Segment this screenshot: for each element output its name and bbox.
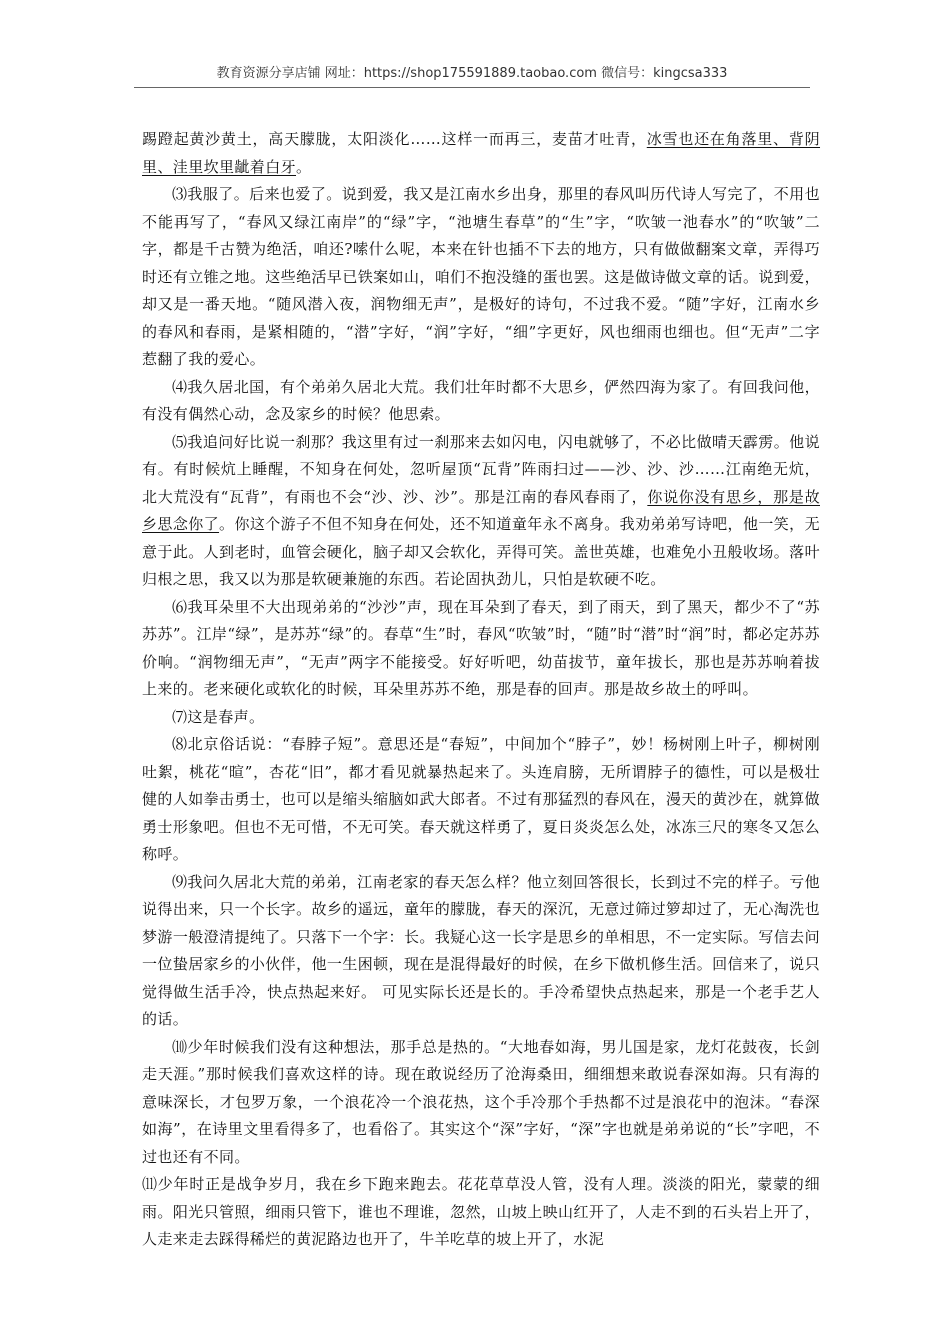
paragraph — [142, 731, 820, 869]
paragraph-text: ⑺这是春声。 — [172, 707, 265, 726]
paragraph — [142, 126, 820, 181]
page-header: 教育资源分享店铺 网址：https://shop175591889.taobao.com 微信号：kingcsa333 — [134, 62, 810, 88]
paragraph-text: ⑼我问久居北大荒的弟弟，江南老家的春天怎么样？他立刻回答很长，长到过不完的样子。亏他说得出来，只一个长字。故乡的遥远，童年的朦胧，春天的深沉，无意过筛过箩却过了，无心淘洗也梦游一般澄清提纯了。只落下一个字：长。我疑心这一长字是思乡的单相思，不一定实际。写信去问一位蛰居家乡的小伙伴，他一生困顿，现在是混得最好的时候，在乡下做机修生活。回信来了，说只觉得做生活手冷，快点热起来好。 可见实际长还是长的。手冷希望快点热起来，那是一个老手艺人的话。 — [142, 872, 820, 1028]
paragraph-text: ⑻北京俗话说：“春脖子短”。意思还是“春短”，中间加个“脖子”，妙！杨树刚上叶子，柳树刚吐絮，桃花“暄”，杏花“旧”，都才看见就暴热起来了。头连肩膀，无所谓脖子的德性，可以是极壮健的人如拳击勇士，也可以是缩头缩脑如武大郎者。不过有那猛烈的春风在，漫天的黄沙在，就算做勇士形象吧。但也不无可惜，不无可笑。春天就这样勇了，夏日炎炎怎么处，冰冻三尺的寒冬又怎么称呼。 — [142, 735, 820, 863]
paragraph-text: ⑾少年时正是战争岁月，我在乡下跑来跑去。花花草草没人管，没有人理。淡淡的阳光，蒙蒙的细雨。阳光只管照，细雨只管下，谁也不理谁，忽然，山坡上映山红开了，人走不到的石头岩上开了，人走来走去踩得稀烂的黄泥路边也开了，牛羊吃草的坡上开了，水泥 — [142, 1175, 820, 1248]
paragraph-text: ⑹我耳朵里不大出现弟弟的“沙沙”声，现在耳朵到了春天，到了雨天，到了黑天，都少不了“苏苏苏”。江岸“绿”，是苏苏“绿”的。春草“生”时，春风“吹皱”时，“随”时“潜”时“润”时，都必定苏苏价响。“润物细无声”，“无声”两字不能接受。好好听吧，幼苗拔节，童年拔长，那也是苏苏响着拔上来的。老来硬化或软化的时候，耳朵里苏苏不绝，那是春的回声。那是故乡故土的呼叫。 — [142, 597, 820, 698]
paragraph-text: ⑶我服了。后来也爱了。说到爱，我又是江南水乡出身，那里的春风叫历代诗人写完了，不用也不能再写了，“春风又绿江南岸”的“绿”字，“池塘生春草”的“生”字，“吹皱一池春水”的“吹皱”二字，都是千古赞为绝活，咱还?嗦什么呢，本来在针也插不下去的地方，只有做做翻案文章，弄得巧时还有立锥之地。这些绝活早已铁案如山，咱们不抱没缝的蛋也罢。这是做诗做文章的话。说到爱，却又是一番天地。“随风潜入夜，润物细无声”，是极好的诗句，不过我不爱。“随”字好，江南水乡的春风和春雨，是紧相随的，“潜”字好，“润”字好，“细”字更好，风也细雨也细也。但“无声”二字惹翻了我的爱心。 — [142, 185, 820, 368]
paragraph-text: 。你这个游子不但不知身在何处，还不知道童年永不离身。我劝弟弟写诗吧，他一笑，无意于此。人到老时，血管会硬化，脑子却又会软化，弄得可笑。盖世英雄，也难免小丑般收场。落叶归根之思，我又以为那是软硬兼施的东西。若论固执劲儿，只怕是软硬不吃。 — [142, 515, 820, 588]
paragraph — [142, 1171, 820, 1254]
paragraph — [142, 869, 820, 1034]
paragraph — [142, 704, 820, 732]
underlined-text: 你说你没有思乡，那是故乡思念你了 — [142, 487, 820, 533]
paragraph — [142, 181, 820, 374]
underlined-text: 冰雪也还在角落里、背阴里、洼里坎里龇着白牙 — [142, 130, 821, 176]
paragraph-text: ⑷我久居北国，有个弟弟久居北大荒。我们壮年时都不大思乡，俨然四海为家了。有回我问他，有没有偶然心动，念及家乡的时候？他思索。 — [142, 377, 820, 423]
paragraph — [142, 1034, 820, 1172]
paragraph-text: ⑽少年时候我们没有这种想法，那手总是热的。“大地春如海，男儿国是家，龙灯花鼓夜，长剑走天涯。”那时候我们喜欢这样的诗。现在敢说经历了沧海桑田，细细想来敢说春深如海。只有海的意味深长，才包罗万象，一个浪花冷一个浪花热，这个手冷那个手热都不过是浪花中的泡沫。“春深如海”，在诗里文里看得多了，也看俗了。其实这个“深”字好，“深”字也就是弟弟说的“长”字吧，不过也还有不同。 — [142, 1037, 820, 1166]
paragraph-text: 踢蹬起黄沙黄土，高天朦胧，太阳淡化……这样一而再三，麦苗才吐青， — [142, 130, 647, 148]
paragraph — [142, 429, 820, 594]
paragraph — [142, 374, 820, 429]
paragraph-text: ⑸我追问好比说一刹那？我这里有过一刹那来去如闪电，闪电就够了，不必比做晴天霹雳。他说有。有时候炕上睡醒，不知身在何处，忽听屋顶“瓦背”阵雨扫过——沙、沙、沙……江南绝无炕，北大荒没有“瓦背”，有雨也不会“沙、沙、沙”。那是江南的春风春雨了， — [142, 432, 820, 506]
paragraph-text: 。 — [296, 157, 312, 176]
article-body — [142, 126, 820, 1254]
paragraph — [142, 594, 820, 704]
